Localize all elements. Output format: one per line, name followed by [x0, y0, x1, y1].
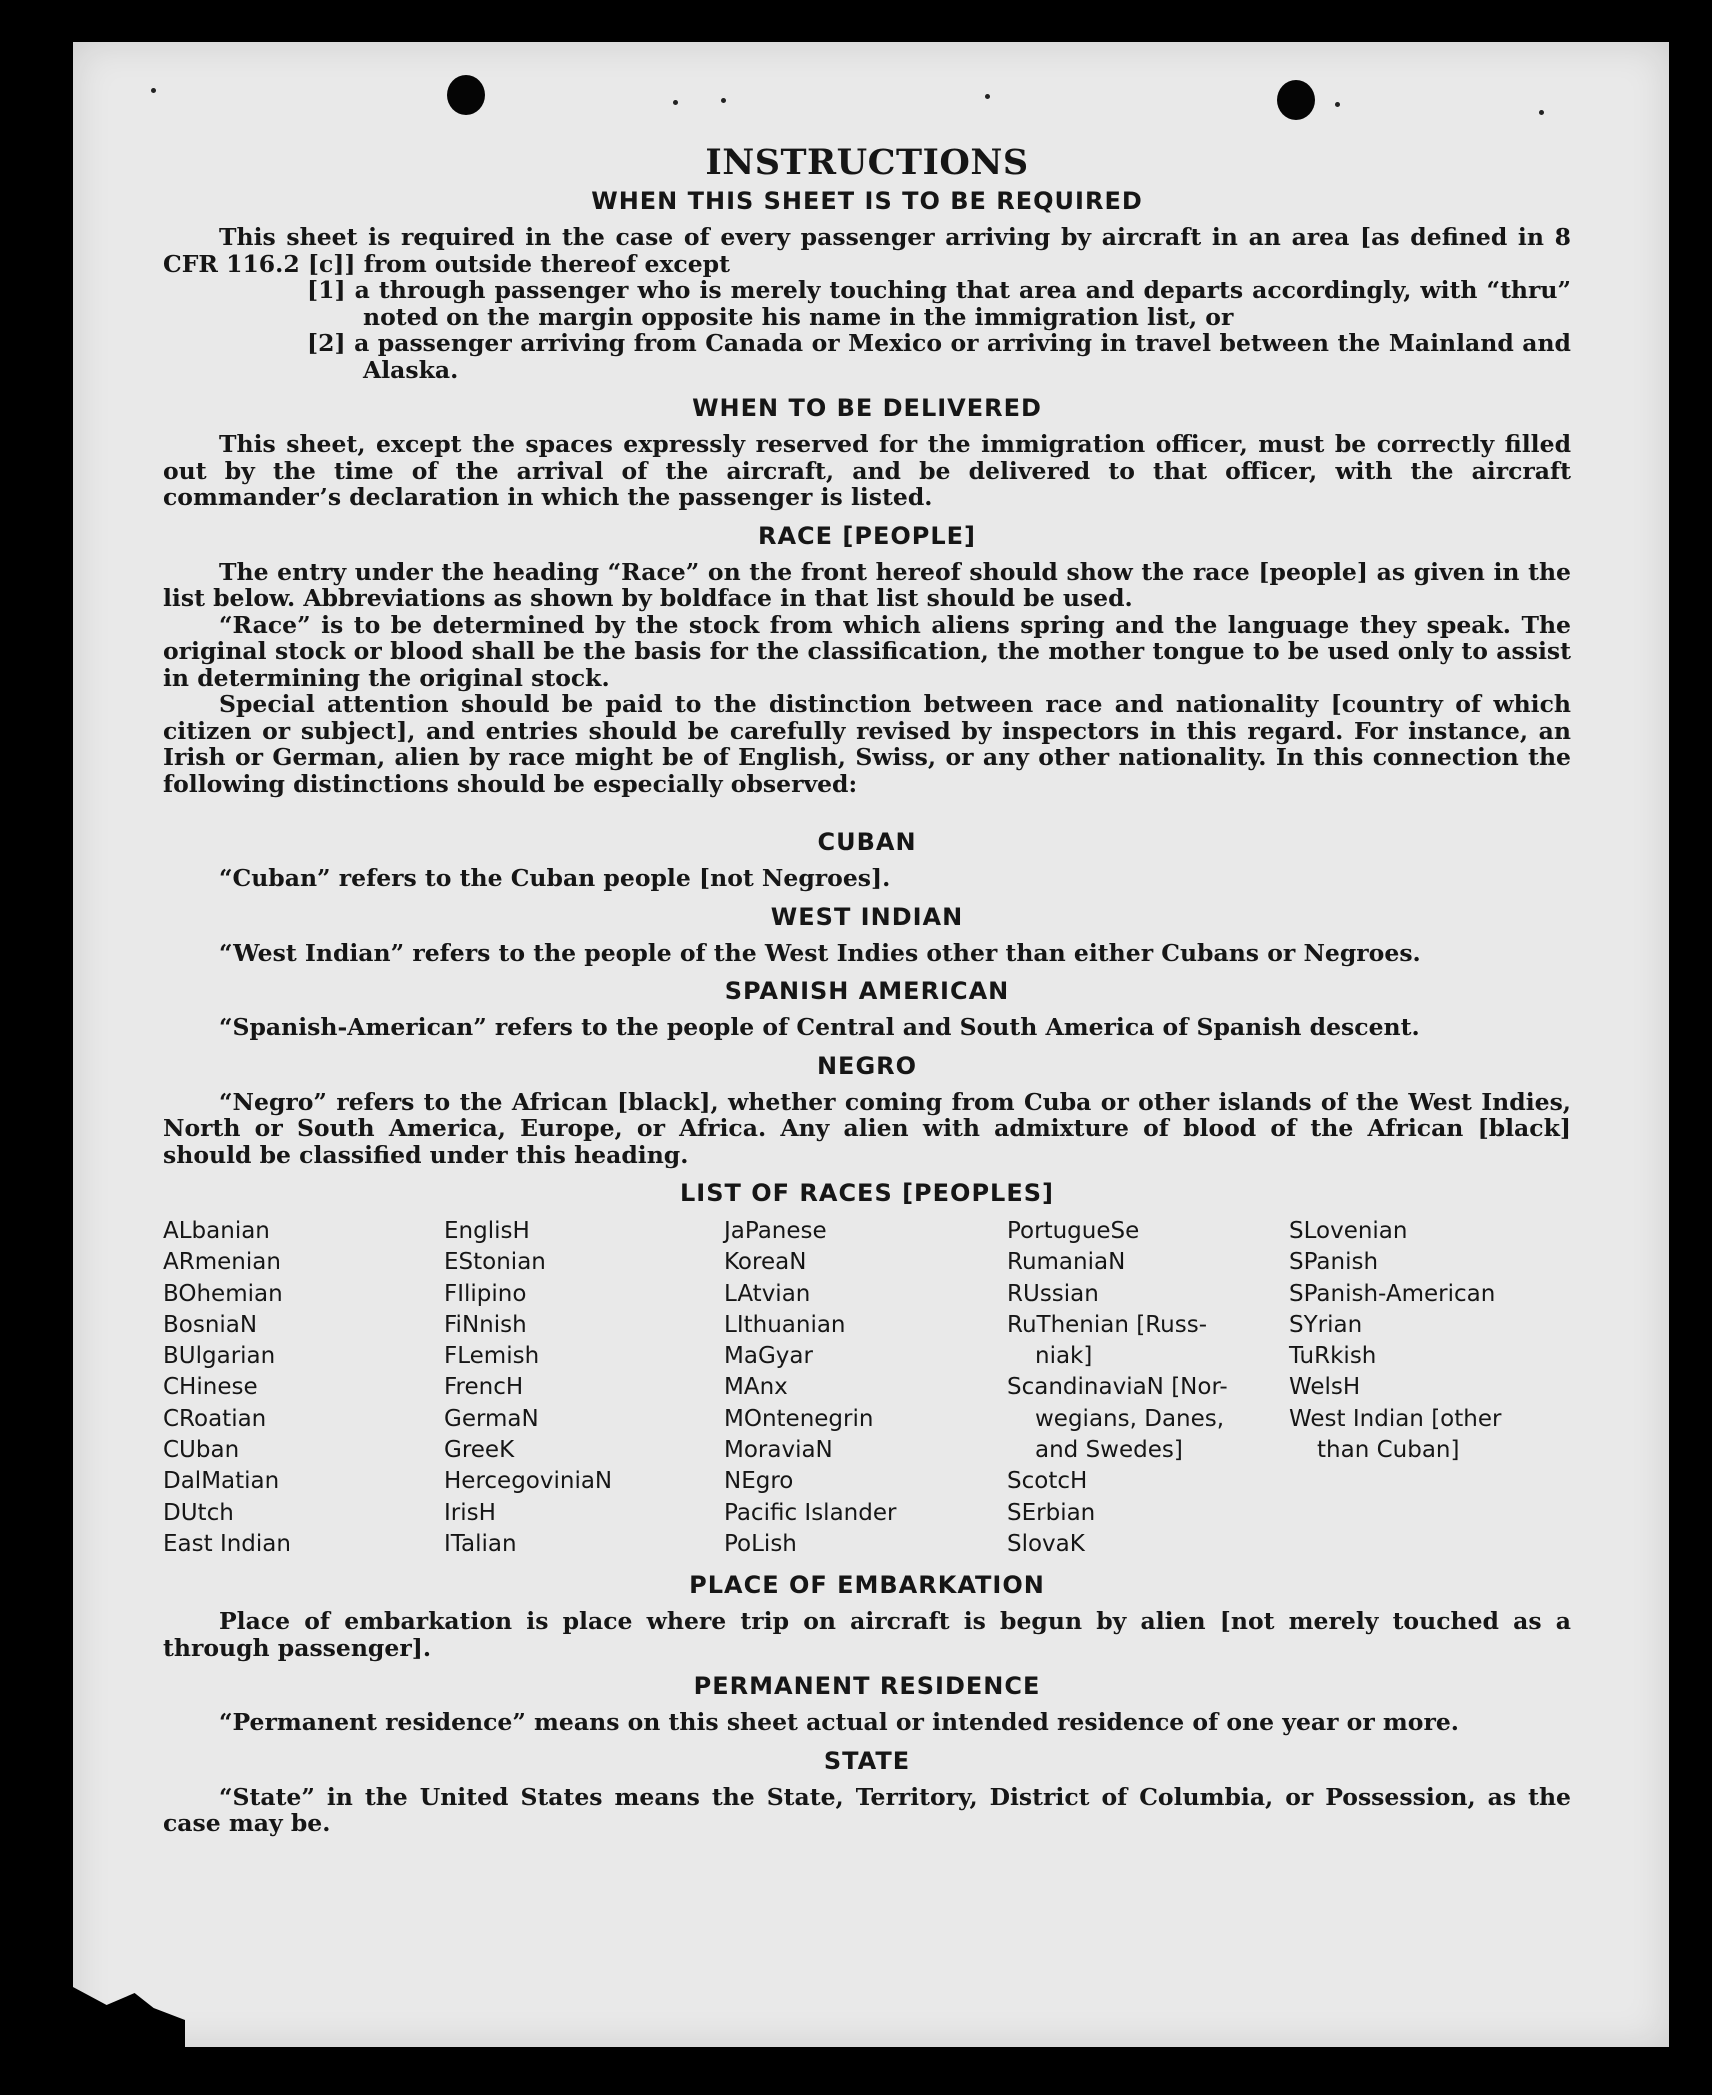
race-entry: EStonian [444, 1249, 546, 1276]
exception-item-2: [2] a passenger arriving from Canada or Mexico or arriving in travel between the Mainland and Alaska. [307, 329, 1571, 384]
paragraph-embarkation: Place of embarkation is place where trip on aircraft is begun by alien [not merely touched as a through passenger]. [163, 1607, 1571, 1662]
races-list [163, 1216, 1571, 1560]
paragraph-negro: “Negro” refers to the African [black], whether coming from Cuba or other islands of the West Indies, North or South America, Europe, or Africa. Any alien with admixture of blood of the African [black] should be classified under this heading. [163, 1087, 1571, 1169]
race-entry-continuation: and Swedes] [1035, 1437, 1183, 1464]
races-column-4 [1007, 1216, 1289, 1560]
race-entry: FIlipino [444, 1280, 527, 1307]
race-entry: ScandinaviaN [Nor- [1007, 1374, 1228, 1401]
race-entry-continuation: niak] [1035, 1343, 1093, 1370]
race-entry: SErbian [1007, 1499, 1096, 1526]
document-sheet [73, 42, 1669, 2047]
race-entry: GreeK [444, 1437, 515, 1464]
race-entry: BUlgarian [163, 1343, 276, 1370]
race-entry: JaPanese [724, 1218, 827, 1244]
races-column-3 [724, 1216, 1007, 1560]
heading-when-delivered: WHEN TO BE DELIVERED [692, 394, 1042, 422]
speck [1539, 110, 1544, 115]
heading-west-indian: WEST INDIAN [770, 902, 964, 931]
race-entry: Pacific Islander [724, 1499, 897, 1526]
race-entry: CRoatian [163, 1405, 267, 1432]
race-entry: MAnx [724, 1374, 788, 1401]
race-entry: BosniaN [163, 1311, 258, 1338]
race-entry: DalMatian [163, 1468, 280, 1495]
punch-hole-left [447, 75, 485, 115]
race-entry: ARmenian [163, 1249, 281, 1276]
race-entry: East Indian [163, 1530, 291, 1557]
race-entry: FLemish [444, 1343, 540, 1370]
heading-state: STATE [823, 1746, 911, 1775]
race-entry: TuRkish [1289, 1343, 1377, 1370]
speck [721, 98, 726, 103]
paragraph-cuban: “Cuban” refers to the Cuban people [not Negroes]. [219, 864, 891, 892]
heading-permanent-residence: PERMANENT RESIDENCE [693, 1672, 1041, 1701]
speck [985, 94, 990, 99]
race-entry: RUssian [1007, 1280, 1099, 1307]
race-entry: GermaN [444, 1405, 539, 1432]
race-entry: MOntenegrin [724, 1405, 874, 1432]
heading-negro: NEGRO [816, 1051, 918, 1080]
race-entry: ITalian [444, 1530, 517, 1557]
heading-spanish-american: SPANISH AMERICAN [724, 977, 1010, 1005]
paragraph-race-3: Special attention should be paid to the distinction between race and nationality [country of which citizen or subject], and entries should be carefully revised by inspectors in this regard. For instance, an Irish or German, alien by race might be of English, Swiss, or any other nationality. In this connection the following distinctions should be especially observed: [163, 690, 1571, 798]
race-entry: FrencH [444, 1374, 524, 1401]
heading-race: RACE [PEOPLE] [757, 521, 977, 550]
race-entry-continuation: than Cuban] [1317, 1437, 1460, 1464]
race-entry: DUtch [163, 1499, 234, 1526]
paragraph-state: “State” in the United States means the State, Territory, District of Columbia, or Possession, as the case may be. [163, 1782, 1571, 1838]
paragraph-when-required: This sheet is required in the case of every passenger arriving by aircraft in an area [as defined in 8 CFR 116.2 [c]] from outside thereof except [163, 223, 1571, 278]
race-entry: EnglisH [444, 1218, 530, 1244]
paragraph-when-delivered: This sheet, except the spaces expressly reserved for the immigration officer, must be correctly filled out by the time of the arrival of the aircraft, and be delivered to that officer, with the aircraft commander’s declaration in which the passenger is listed. [163, 430, 1571, 511]
heading-list-of-races: LIST OF RACES [PEOPLES] [680, 1179, 1054, 1207]
race-entry: SLovenian [1289, 1218, 1408, 1244]
race-entry: BOhemian [163, 1280, 283, 1307]
race-entry: SYrian [1289, 1311, 1363, 1338]
races-column-2 [444, 1216, 724, 1560]
race-entry: PortugueSe [1007, 1218, 1140, 1244]
paragraph-residence: “Permanent residence” means on this sheet actual or intended residence of one year or more. [219, 1708, 1459, 1737]
paragraph-race-1: The entry under the heading “Race” on the front hereof should show the race [people] as given in the list below. Abbreviations as shown by boldface in that list should be used. [163, 557, 1571, 612]
race-entry: FiNnish [444, 1311, 527, 1338]
race-entry: CUban [163, 1437, 240, 1464]
speck [673, 100, 678, 105]
race-entry: MoraviaN [724, 1437, 833, 1464]
paragraph-race-2: “Race” is to be determined by the stock from which aliens spring and the language they speak. The original stock or blood shall be the basis for the classification, the mother tongue to be used only to assist in determining the original stock. [163, 610, 1571, 692]
race-entry: RuThenian [Russ- [1007, 1311, 1208, 1338]
heading-when-required: WHEN THIS SHEET IS TO BE REQUIRED [591, 187, 1143, 215]
race-entry: SPanish [1289, 1249, 1379, 1276]
race-entry: WelsH [1289, 1374, 1361, 1401]
race-entry: ScotcH [1007, 1468, 1088, 1495]
race-entry: HercegoviniaN [444, 1468, 613, 1495]
race-entry: CHinese [163, 1374, 258, 1401]
instructions-content [163, 142, 1571, 1837]
punch-hole-right [1277, 80, 1315, 120]
race-entry: SPanish-American [1289, 1280, 1496, 1307]
race-entry: ALbanian [163, 1218, 270, 1244]
heading-place-of-embarkation: PLACE OF EMBARKATION [689, 1571, 1045, 1600]
race-entry: LIthuanian [724, 1311, 846, 1338]
exception-item-1: [1] a through passenger who is merely touching that area and departs accordingly, with “thru” noted on the margin opposite his name in the immigration list, or [307, 276, 1571, 331]
race-entry: SlovaK [1007, 1530, 1085, 1557]
heading-cuban: CUBAN [817, 828, 917, 856]
race-entry: MaGyar [724, 1343, 813, 1370]
paragraph-spanish-american: “Spanish-American” refers to the people of Central and South America of Spanish descent. [219, 1013, 1420, 1041]
speck [1335, 102, 1340, 107]
race-entry: NEgro [724, 1468, 794, 1495]
page-title: INSTRUCTIONS [705, 142, 1029, 183]
race-entry: West Indian [other [1289, 1405, 1502, 1432]
race-entry: LAtvian [724, 1280, 811, 1307]
paragraph-west-indian: “West Indian” refers to the people of the West Indies other than either Cubans or Negroes. [219, 938, 1421, 967]
race-entry: IrisH [444, 1499, 496, 1526]
speck [151, 88, 156, 93]
race-entry: KoreaN [724, 1249, 807, 1276]
races-column-5 [1289, 1216, 1571, 1560]
race-entry: PoLish [724, 1530, 797, 1557]
race-entry-continuation: wegians, Danes, [1035, 1405, 1225, 1432]
race-entry: RumaniaN [1007, 1249, 1126, 1276]
torn-corner [73, 1987, 185, 2047]
races-column-1 [163, 1216, 444, 1560]
